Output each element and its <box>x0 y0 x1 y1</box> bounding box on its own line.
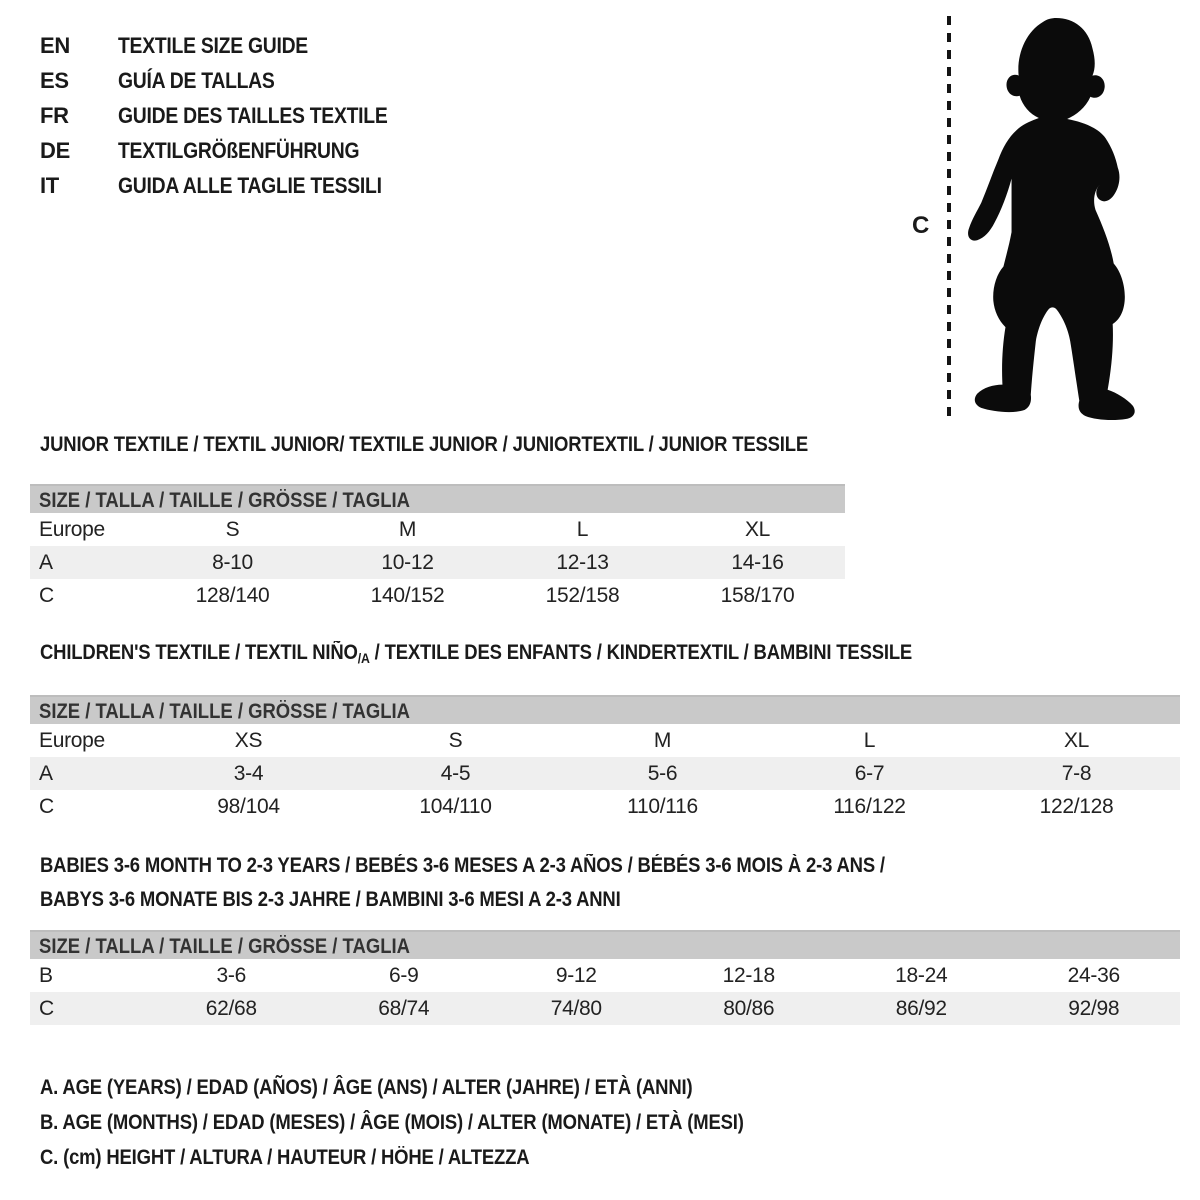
size-cell: M <box>398 517 417 541</box>
size-cell: 5-6 <box>647 761 678 785</box>
children-heading-pre: CHILDREN'S TEXTILE / TEXTIL NIÑO <box>40 641 358 664</box>
size-cell: 4-5 <box>440 761 471 785</box>
size-cell: 98/104 <box>217 794 280 818</box>
language-code: IT <box>40 173 59 198</box>
language-code: FR <box>40 103 69 128</box>
size-cell: 12-18 <box>722 963 775 987</box>
junior-heading <box>40 434 845 456</box>
language-title: TEXTILGRÖßENFÜHRUNG <box>118 138 360 163</box>
size-cell: 14-16 <box>731 550 784 574</box>
size-cell: 110/116 <box>627 794 698 818</box>
size-bar-text: SIZE / TALLA / TAILLE / GRÖSSE / TAGLIA <box>39 935 410 958</box>
toddler-silhouette-icon <box>963 16 1140 420</box>
table-row <box>30 992 1180 1025</box>
language-row <box>40 98 424 133</box>
size-cell: 128/140 <box>195 583 270 607</box>
table-row <box>30 790 1180 823</box>
size-cell: 104/110 <box>419 794 492 818</box>
row-label: Europe <box>39 728 105 752</box>
size-cell: 92/98 <box>1068 996 1120 1020</box>
language-row <box>40 133 424 168</box>
size-cell: 122/128 <box>1039 794 1114 818</box>
size-cell: 12-13 <box>556 550 609 574</box>
size-bar-text: SIZE / TALLA / TAILLE / GRÖSSE / TAGLIA <box>39 489 410 512</box>
table-row <box>30 959 1180 992</box>
size-cell: 62/68 <box>205 996 257 1020</box>
language-code: DE <box>40 138 70 163</box>
size-cell: 24-36 <box>1067 963 1120 987</box>
size-cell: 3-4 <box>233 761 264 785</box>
size-cell: 116/122 <box>833 794 906 818</box>
language-row <box>40 168 424 203</box>
language-row <box>40 28 424 63</box>
junior-heading-text: JUNIOR TEXTILE / TEXTIL JUNIOR/ TEXTILE JUNIOR / JUNIORTEXTIL / JUNIOR TESSILE <box>40 433 809 456</box>
legend-line-a-text: A. AGE (YEARS) / EDAD (AÑOS) / ÂGE (ANS) / ALTER (JAHRE) / ETÀ (ANNI) <box>40 1076 693 1099</box>
language-title-block <box>40 28 424 203</box>
size-cell: 6-7 <box>854 761 885 785</box>
legend-line-b-text: B. AGE (MONTHS) / EDAD (MESES) / ÂGE (MOIS) / ALTER (MONATE) / ETÀ (MESI) <box>40 1111 744 1134</box>
size-cell: 10-12 <box>381 550 434 574</box>
size-cell: 9-12 <box>555 963 597 987</box>
size-cell: XL <box>1063 728 1090 752</box>
table-row <box>30 579 845 612</box>
measurement-legend <box>40 1070 840 1175</box>
size-cell: 6-9 <box>389 963 419 987</box>
babies-section <box>30 849 1180 1025</box>
babies-heading-line1: BABIES 3-6 MONTH TO 2-3 YEARS / BEBÉS 3-6 MESES A 2-3 AÑOS / BÉBÉS 3-6 MOIS À 2-3 ANS / <box>40 854 885 877</box>
table-row <box>30 546 845 579</box>
measure-label-c: C <box>912 212 930 239</box>
children-heading-post: / TEXTILE DES ENFANTS / KINDERTEXTIL / BAMBINI TESSILE <box>369 641 913 664</box>
table-row <box>30 757 1180 790</box>
size-cell: L <box>863 728 876 752</box>
language-title: GUÍA DE TALLAS <box>118 68 275 93</box>
size-cell: 158/170 <box>720 583 795 607</box>
babies-heading-line2: BABYS 3-6 MONATE BIS 2-3 JAHRE / BAMBINI 3-6 MESI A 2-3 ANNI <box>40 888 621 911</box>
legend-line-a <box>40 1070 840 1105</box>
language-title: TEXTILE SIZE GUIDE <box>118 33 308 58</box>
row-label: Europe <box>39 517 105 541</box>
legend-line-b <box>40 1105 840 1140</box>
language-code: ES <box>40 68 69 93</box>
size-cell: L <box>576 517 589 541</box>
row-label: A <box>39 761 53 785</box>
size-cell: 18-24 <box>895 963 948 987</box>
junior-size-header-bar <box>30 484 845 513</box>
table-row <box>30 724 1180 757</box>
legend-line-c-text: C. (cm) HEIGHT / ALTURA / HAUTEUR / HÖHE / ALTEZZA <box>40 1146 530 1169</box>
size-cell: S <box>448 728 463 752</box>
size-cell: M <box>653 728 672 752</box>
size-cell: XL <box>744 517 771 541</box>
size-cell: 7-8 <box>1061 761 1092 785</box>
size-cell: 152/158 <box>545 583 620 607</box>
size-cell: 74/80 <box>550 996 602 1020</box>
size-cell: XS <box>234 728 263 752</box>
children-section <box>30 642 1180 823</box>
size-cell: 140/152 <box>370 583 445 607</box>
size-bar-text: SIZE / TALLA / TAILLE / GRÖSSE / TAGLIA <box>39 700 410 723</box>
language-row <box>40 63 424 98</box>
table-row <box>30 513 845 546</box>
babies-size-header-bar <box>30 930 1180 959</box>
language-code: EN <box>40 33 70 58</box>
row-label: C <box>39 583 54 607</box>
row-label: B <box>39 963 53 987</box>
size-cell: 3-6 <box>216 963 246 987</box>
row-label: C <box>39 996 54 1020</box>
junior-size-table <box>30 513 845 612</box>
junior-section <box>30 434 845 612</box>
height-dashed-line <box>947 16 951 418</box>
children-heading-text <box>40 642 912 669</box>
children-heading <box>40 642 1180 669</box>
children-size-table <box>30 724 1180 823</box>
babies-heading <box>40 849 1180 917</box>
children-heading-sub: /A <box>357 650 370 666</box>
size-cell: 8-10 <box>212 550 253 574</box>
row-label: C <box>39 794 54 818</box>
size-cell: S <box>225 517 240 541</box>
babies-size-table <box>30 959 1180 1025</box>
row-label: A <box>39 550 53 574</box>
size-cell: 68/74 <box>378 996 430 1020</box>
legend-line-c <box>40 1140 840 1175</box>
children-size-header-bar <box>30 695 1180 724</box>
language-title: GUIDA ALLE TAGLIE TESSILI <box>118 173 382 198</box>
language-title: GUIDE DES TAILLES TEXTILE <box>118 103 388 128</box>
size-cell: 86/92 <box>895 996 947 1020</box>
size-cell: 80/86 <box>723 996 775 1020</box>
